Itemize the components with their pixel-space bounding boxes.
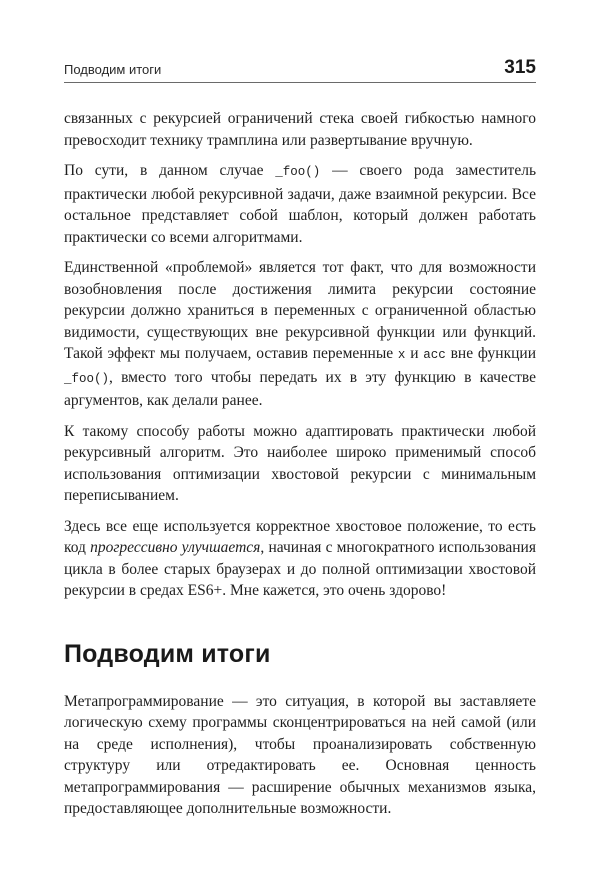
paragraph-3-text-c: вне функции: [445, 345, 536, 362]
paragraph-3-text-a: Единственной «проблемой» является тот факт, что для возможности возобновления после достижения лимита рекурсии состояние рекурсии должно храниться в переменных с ограниченной областью видимости, существующих вне рекурсивной функции или функций. Такой эффект мы получаем, оставив переменные: [64, 259, 536, 362]
running-title: Подводим итоги: [64, 62, 162, 77]
inline-code-x: x: [397, 348, 406, 362]
paragraph-3: [64, 257, 536, 412]
paragraph-2-text-a: По сути, в данном случае: [64, 162, 276, 179]
page-number: 315: [504, 57, 536, 78]
paragraph-3-text-d: , вместо того чтобы передать их в эту функцию в качестве аргументов, как делали ранее.: [64, 368, 536, 409]
paragraph-5-text-b: , начиная с многократного использования цикла в более старых браузерах и до полной оптимизации хвостовой рекурсии в средах ES6+. Мне кажется, это очень здорово!: [64, 539, 536, 599]
paragraph-5-text-a: Здесь все еще используется корректное хвостовое положение, то есть код: [64, 517, 536, 556]
paragraph-1: связанных с рекурсией ограничений стека своей гибкостью намного превосходит технику трамплина или развертывание вручную.: [64, 110, 536, 149]
paragraph-4: К такому способу работы можно адаптировать практически любой рекурсивный алгоритм. Это наиболее широко применимый способ использования оптимизации хвостовой рекурсии с минимальным переписыванием.: [64, 422, 536, 504]
paragraph-2-text-b: — своего рода заместитель практически любой рекурсивной задачи, даже взаимной рекурсии. Все остальное представляет собой шаблон, который должен работать практически со всеми алгоритмами.: [64, 162, 537, 246]
inline-code-acc: acc: [423, 348, 446, 362]
page-body: [64, 108, 536, 829]
paragraph-2: [64, 160, 536, 248]
paragraph-5: [64, 516, 536, 602]
inline-code-foo: _foo(): [275, 165, 321, 179]
paragraph-3-text-b: и: [405, 345, 424, 362]
emphasis-text: прогрессивно улучшается: [90, 539, 261, 556]
inline-code-foo: _foo(): [64, 371, 110, 386]
section-heading: Подводим итоги: [64, 639, 271, 668]
section-paragraph-1: Метапрограммирование — это ситуация, в которой вы заставляете логическую схему программы сконцентрироваться на ней самой (или на среде исполнения), чтобы проанализировать собственную структуру или отредактировать ее. Основная ценность метапрограммирования — расширение обычных механизмов языка, предоставляющее дополнительные возможности.: [64, 692, 536, 817]
page-header: [64, 52, 536, 83]
